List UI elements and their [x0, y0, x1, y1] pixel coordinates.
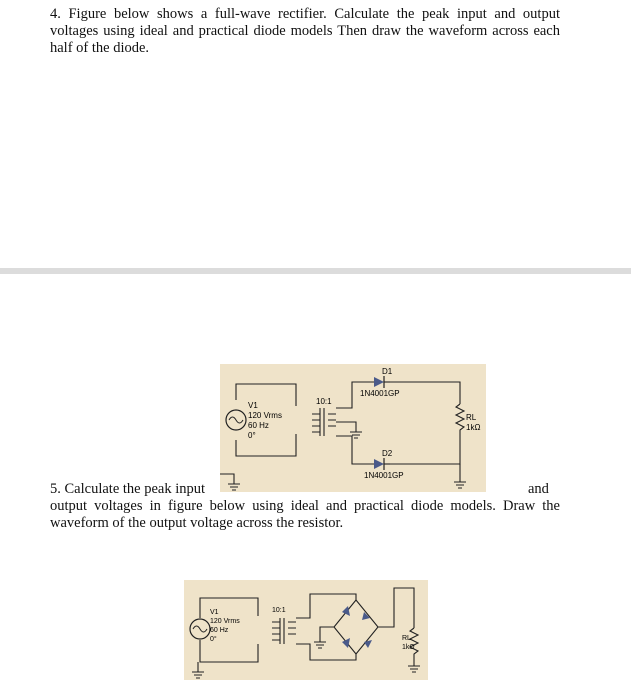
transformer-ratio-label: 10:1 — [316, 397, 332, 406]
bridge-rectifier-figure — [184, 580, 428, 680]
source-voltage-label: 120 Vrms — [248, 411, 282, 420]
source-name-label: V1 — [248, 401, 258, 410]
d2-part-label: 1N4001GP — [364, 471, 404, 480]
question-5-text-start: 5. Calculate the peak input — [50, 481, 206, 497]
full-wave-rectifier-figure — [220, 364, 486, 492]
d2-label: D2 — [382, 449, 393, 458]
d1-part-label: 1N4001GP — [360, 389, 400, 398]
rl-value-label: 1kΩ — [402, 644, 415, 651]
question-4-text: 4. Figure below shows a full-wave rectifier. Calculate the peak input and output voltages using ideal and practical diode models Then draw the waveform across each half of the diode. — [50, 6, 560, 56]
source-name-label: V1 — [210, 609, 219, 616]
source-phase-label: 0° — [248, 431, 256, 440]
transformer-ratio-label: 10:1 — [272, 607, 286, 614]
rl-value-label: 1kΩ — [466, 423, 481, 432]
question-5-text-and: and — [528, 481, 549, 497]
rl-label: RL — [402, 635, 411, 642]
page-divider — [0, 268, 631, 274]
rl-label: RL — [466, 413, 477, 422]
source-frequency-label: 60 Hz — [210, 627, 229, 634]
d1-label: D1 — [382, 367, 393, 376]
source-frequency-label: 60 Hz — [248, 421, 269, 430]
question-5-text: output voltages in figure below using ideal and practical diode models. Draw the waveform of the output voltage across the resistor. — [50, 498, 560, 531]
source-phase-label: 0° — [210, 636, 217, 643]
source-voltage-label: 120 Vrms — [210, 618, 240, 625]
